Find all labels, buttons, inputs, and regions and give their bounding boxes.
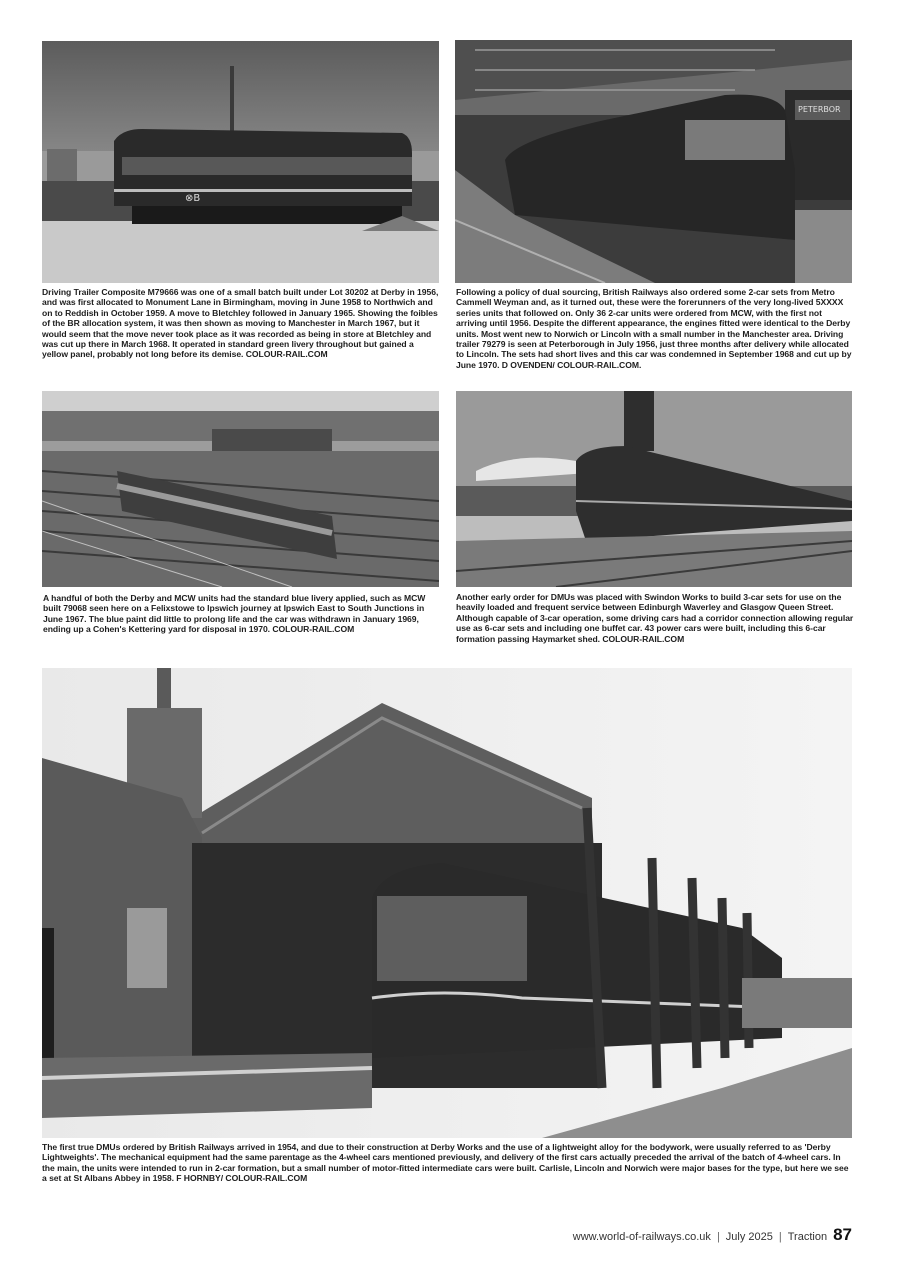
photo-driving-trailer-m79666 [42,41,439,283]
page-footer [573,1225,852,1245]
photo1-set-number: ⊗B [185,193,201,204]
photo3-image [42,391,439,587]
photo5-image [42,668,852,1138]
photo-mcw-unit-peterborough [455,40,852,283]
footer-magazine: Traction [787,1231,828,1243]
photo2-station-sign: PETERBOR [798,105,841,114]
footer-issue: July 2025 [725,1231,773,1243]
photo-swindon-dmu-haymarket [456,391,852,587]
caption-photo-3: A handful of both the Derby and MCW units had the standard blue livery applied, such as MCW built 79068 seen here on a Felixstowe to Ipswich journey at Ipswich East to South Junctions in June 1967. The blue paint did little to prolong life and the car was withdrawn in January 1969, ending up a Cohen's Kettering yard for disposal in 1970. COLOUR-RAIL.COM [43,593,426,635]
photo4-image [456,391,852,587]
caption-photo-5: The first true DMUs ordered by British Railways arrived in 1954, and due to their construction at Derby Works and the use of a lightweight alloy for the bodywork, were usually referred to as 'Derby Lightweights'. The mechanical equipment had the same parentage as the 4-wheel cars mentioned previously, and delivery of the first cars actually preceded the arrival of the batch of 4-wheel cars. In the main, the units were intended to run in 2-car formation, but a small number of motor-fitted intermediate cars were built. Carlisle, Lincoln and Norwich were major bases for the type, but here we see a set at St Albans Abbey in 1958. F HORNBY/ COLOUR-RAIL.COM [42,1142,849,1184]
footer-separator: | [716,1231,720,1243]
caption-photo-2: Following a policy of dual sourcing, British Railways also ordered some 2-car sets from Metro Cammell Weyman and, as it turned out, these were the forerunners of the very long-lived 5XXXX series units that followed on. Only 36 2-car units were ordered from MCW, with the first not arriving until 1956. Despite the different appearance, the engines fitted were identical to the Derby units. Most went new to Norwich or Lincoln with a small number in the Manchester area. Driving trailer 79279 is seen at Peterborough in July 1956, just three months after delivery while allocated to Lincoln. The sets had short lives and this car was condemned in September 1968 and cut up by June 1970. D OVENDEN/ COLOUR-RAIL.COM. [456,287,852,370]
page-number: 87 [833,1225,852,1244]
photo-mcw-79068-ipswich [42,391,439,587]
caption-photo-4: Another early order for DMUs was placed with Swindon Works to build 3-car sets for use on the heavily loaded and frequent service between Edinburgh Waverley and Glasgow Queen Street. Although capable of 3-car operation, some driving cars had a corridor connection allowing regular use as 6-car sets and including one buffet car. 43 power cars were built, including this 6-car formation passing Haymarket shed. COLOUR-RAIL.COM [456,592,854,644]
photo-derby-lightweight-st-albans [42,668,852,1138]
photo1-image [42,41,439,283]
footer-separator: | [778,1231,782,1243]
photo2-image [455,40,852,283]
caption-photo-1: Driving Trailer Composite M79666 was one of a small batch built under Lot 30202 at Derby in 1956, and was first allocated to Monument Lane in Birmingham, moving in June 1958 to Northwich and on to Reddish in October 1959. A move to Bletchley followed in January 1965. Showing the foibles of the BR allocation system, it was then shown as moving to Manchester in March 1967, but it would seem that the move never took place as it was recorded as being in store at Bletchley and was cut up there in March 1968. It operated in standard green livery throughout but gained a yellow panel, probably not long before its demise. COLOUR-RAIL.COM [42,287,439,360]
footer-website: www.world-of-railways.co.uk [572,1231,711,1243]
